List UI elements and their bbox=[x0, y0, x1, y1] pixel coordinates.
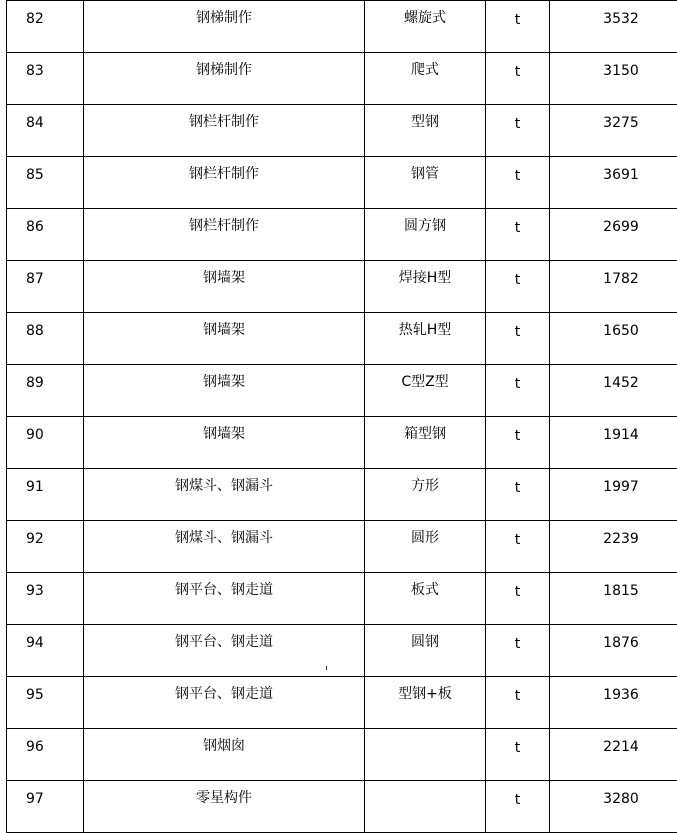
unit-cell: t bbox=[486, 573, 550, 625]
unit-price-cell: 3532 bbox=[550, 1, 677, 53]
unit-price-cell: 2699 bbox=[550, 209, 677, 261]
unit-price-cell: 3275 bbox=[550, 105, 677, 157]
unit-cell: t bbox=[486, 729, 550, 781]
item-name-cell: 钢墙架 bbox=[84, 365, 365, 417]
item-name-cell: 钢栏杆制作 bbox=[84, 209, 365, 261]
unit-cell: t bbox=[486, 625, 550, 677]
table-row bbox=[7, 105, 677, 157]
item-type-cell: 箱型钢 bbox=[365, 417, 486, 469]
item-type-cell: 圆钢 bbox=[365, 625, 486, 677]
table-row bbox=[7, 53, 677, 105]
item-type-cell: 钢管 bbox=[365, 157, 486, 209]
unit-price-cell: 2214 bbox=[550, 729, 677, 781]
table-row bbox=[7, 1, 677, 53]
cropped-glyph bbox=[310, 666, 318, 669]
item-type-cell: 圆方钢 bbox=[365, 209, 486, 261]
table-row bbox=[7, 729, 677, 781]
table-row bbox=[7, 365, 677, 417]
unit-price-cell: 1782 bbox=[550, 261, 677, 313]
row-number-cell: 94 bbox=[7, 625, 84, 677]
item-name-cell: 钢梯制作 bbox=[84, 1, 365, 53]
item-name-cell: 钢栏杆制作 bbox=[84, 157, 365, 209]
table-row bbox=[7, 781, 677, 833]
unit-price-cell: 1876 bbox=[550, 625, 677, 677]
price-table-container bbox=[6, 0, 674, 833]
price-table bbox=[6, 0, 677, 833]
item-name-cell: 钢煤斗、钢漏斗 bbox=[84, 521, 365, 573]
table-row bbox=[7, 521, 677, 573]
item-name-cell: 钢煤斗、钢漏斗 bbox=[84, 469, 365, 521]
row-number-cell: 88 bbox=[7, 313, 84, 365]
item-type-cell: 螺旋式 bbox=[365, 1, 486, 53]
row-number-cell: 97 bbox=[7, 781, 84, 833]
unit-price-cell: 1815 bbox=[550, 573, 677, 625]
unit-cell: t bbox=[486, 53, 550, 105]
row-number-cell: 85 bbox=[7, 157, 84, 209]
row-number-cell: 89 bbox=[7, 365, 84, 417]
table-row bbox=[7, 677, 677, 729]
unit-cell: t bbox=[486, 157, 550, 209]
table-row bbox=[7, 469, 677, 521]
item-name-cell: 零星构件 bbox=[84, 781, 365, 833]
row-number-cell: 86 bbox=[7, 209, 84, 261]
item-type-cell: 焊接H型 bbox=[365, 261, 486, 313]
item-name-cell: 钢墙架 bbox=[84, 261, 365, 313]
table-row bbox=[7, 417, 677, 469]
unit-cell: t bbox=[486, 417, 550, 469]
unit-cell: t bbox=[486, 313, 550, 365]
table-body bbox=[7, 1, 677, 833]
item-type-cell: C型Z型 bbox=[365, 365, 486, 417]
unit-cell: t bbox=[486, 365, 550, 417]
row-number-cell: 87 bbox=[7, 261, 84, 313]
item-name-cell: 钢墙架 bbox=[84, 313, 365, 365]
item-type-cell: 板式 bbox=[365, 573, 486, 625]
unit-cell: t bbox=[486, 781, 550, 833]
table-row bbox=[7, 157, 677, 209]
unit-cell: t bbox=[486, 469, 550, 521]
table-row bbox=[7, 573, 677, 625]
item-name-cell: 钢墙架 bbox=[84, 417, 365, 469]
item-type-cell: 热轧H型 bbox=[365, 313, 486, 365]
item-type-cell: 型钢+板 bbox=[365, 677, 486, 729]
item-type-cell bbox=[365, 729, 486, 781]
row-number-cell: 96 bbox=[7, 729, 84, 781]
row-number-cell: 84 bbox=[7, 105, 84, 157]
row-number-cell: 83 bbox=[7, 53, 84, 105]
unit-price-cell: 3691 bbox=[550, 157, 677, 209]
row-number-cell: 90 bbox=[7, 417, 84, 469]
item-name-cell: 钢平台、钢走道 bbox=[84, 677, 365, 729]
unit-cell: t bbox=[486, 521, 550, 573]
unit-price-cell: 1452 bbox=[550, 365, 677, 417]
unit-price-cell: 1914 bbox=[550, 417, 677, 469]
unit-price-cell: 1650 bbox=[550, 313, 677, 365]
unit-cell: t bbox=[486, 209, 550, 261]
cropped-glyph bbox=[320, 666, 327, 670]
table-row bbox=[7, 209, 677, 261]
row-number-cell: 95 bbox=[7, 677, 84, 729]
unit-cell: t bbox=[486, 1, 550, 53]
item-name-cell: 钢梯制作 bbox=[84, 53, 365, 105]
row-number-cell: 91 bbox=[7, 469, 84, 521]
item-name-cell: 钢烟囱 bbox=[84, 729, 365, 781]
item-name-cell: 钢平台、钢走道 bbox=[84, 573, 365, 625]
item-type-cell: 方形 bbox=[365, 469, 486, 521]
row-number-cell: 92 bbox=[7, 521, 84, 573]
item-type-cell: 圆形 bbox=[365, 521, 486, 573]
unit-price-cell: 3280 bbox=[550, 781, 677, 833]
unit-cell: t bbox=[486, 105, 550, 157]
row-number-cell: 93 bbox=[7, 573, 84, 625]
table-row bbox=[7, 313, 677, 365]
item-name-cell: 钢平台、钢走道 bbox=[84, 625, 365, 677]
item-type-cell: 型钢 bbox=[365, 105, 486, 157]
unit-price-cell: 1936 bbox=[550, 677, 677, 729]
item-name-cell: 钢栏杆制作 bbox=[84, 105, 365, 157]
table-row bbox=[7, 261, 677, 313]
unit-cell: t bbox=[486, 261, 550, 313]
unit-price-cell: 3150 bbox=[550, 53, 677, 105]
cropped-footer-text bbox=[296, 666, 346, 675]
unit-cell: t bbox=[486, 677, 550, 729]
unit-price-cell: 1997 bbox=[550, 469, 677, 521]
unit-price-cell: 2239 bbox=[550, 521, 677, 573]
row-number-cell: 82 bbox=[7, 1, 84, 53]
item-type-cell: 爬式 bbox=[365, 53, 486, 105]
item-type-cell bbox=[365, 781, 486, 833]
